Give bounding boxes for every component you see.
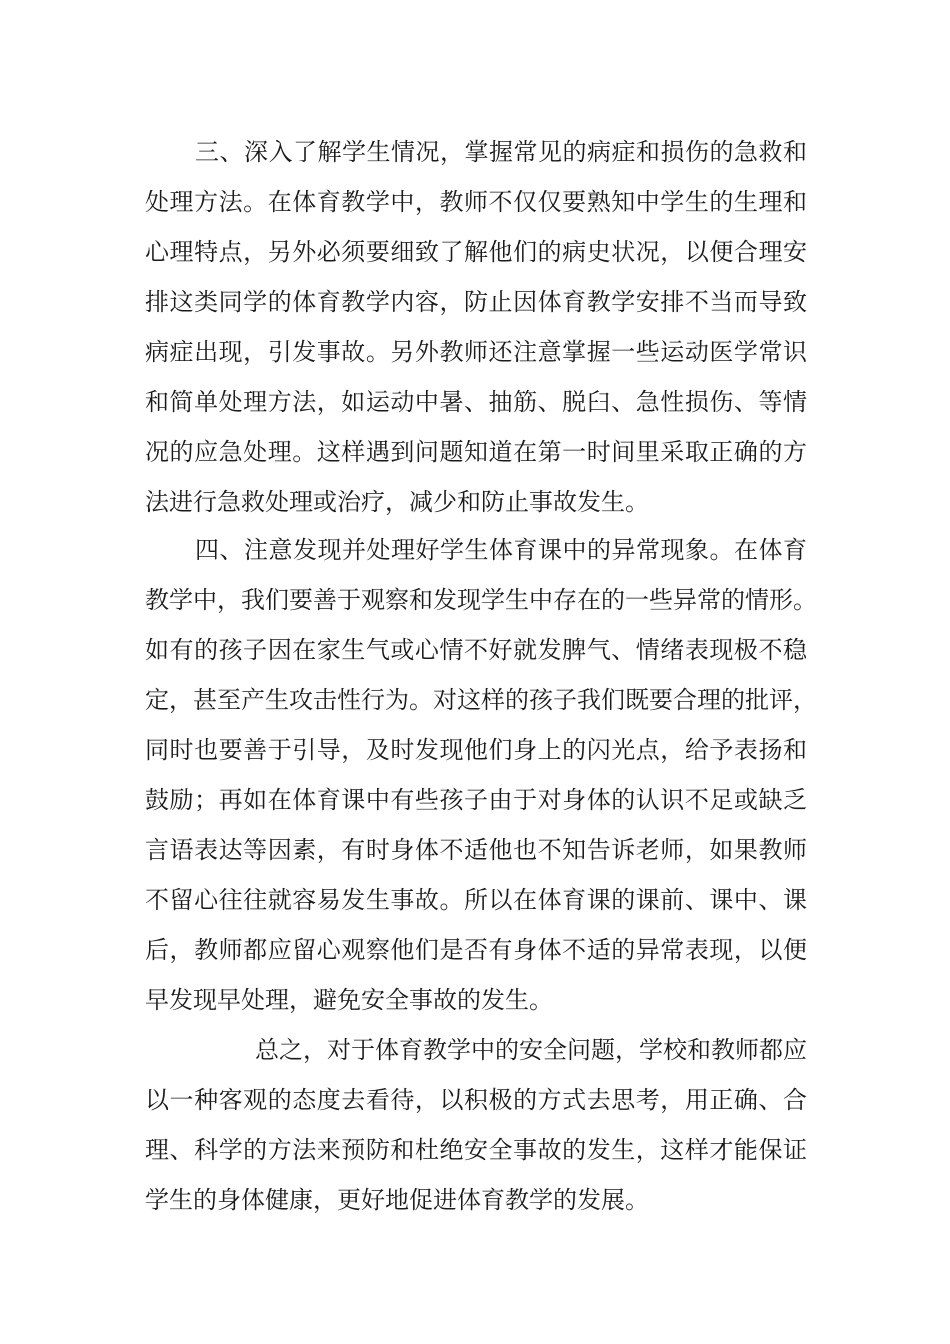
text-line: 言语表达等因素，有时身体不适他也不知告诉老师，如果教师 — [145, 836, 807, 864]
text-line: 如有的孩子因在家生气或心情不好就发脾气、情绪表现极不稳 — [145, 636, 807, 664]
text-line: 四、注意发现并处理好学生体育课中的异常现象。在体育 — [195, 536, 807, 564]
text-line: 教学中，我们要善于观察和发现学生中存在的一些异常的情形。 — [145, 586, 817, 614]
text-line: 总之，对于体育教学中的安全问题，学校和教师都应 — [255, 1036, 807, 1064]
text-line: 处理方法。在体育教学中，教师不仅仅要熟知中学生的生理和 — [145, 188, 807, 216]
text-line: 不留心往往就容易发生事故。所以在体育课的课前、课中、课 — [145, 886, 807, 914]
text-line: 心理特点，另外必须要细致了解他们的病史状况，以便合理安 — [145, 238, 807, 266]
text-line: 早发现早处理，避免安全事故的发生。 — [145, 986, 553, 1014]
text-line: 理、科学的方法来预防和杜绝安全事故的发生，这样才能保证 — [145, 1136, 807, 1164]
text-line: 后，教师都应留心观察他们是否有身体不适的异常表现，以便 — [145, 936, 807, 964]
text-line: 学生的身体健康，更好地促进体育教学的发展。 — [145, 1186, 649, 1214]
text-line: 以一种客观的态度去看待，以积极的方式去思考，用正确、合 — [145, 1086, 807, 1114]
text-line: 法进行急救处理或治疗，减少和防止事故发生。 — [145, 488, 649, 516]
text-line: 鼓励；再如在体育课中有些孩子由于对身体的认识不足或缺乏 — [145, 786, 807, 814]
text-line: 病症出现，引发事故。另外教师还注意掌握一些运动医学常识 — [145, 338, 807, 366]
text-line: 同时也要善于引导，及时发现他们身上的闪光点，给予表扬和 — [145, 736, 807, 764]
text-line: 定，甚至产生攻击性行为。对这样的孩子我们既要合理的批评， — [145, 686, 817, 714]
text-line: 况的应急处理。这样遇到问题知道在第一时间里采取正确的方 — [145, 438, 807, 466]
text-line: 排这类同学的体育教学内容，防止因体育教学安排不当而导致 — [145, 288, 807, 316]
text-line: 三、深入了解学生情况，掌握常见的病症和损伤的急救和 — [195, 138, 807, 166]
text-line: 和简单处理方法，如运动中暑、抽筋、脱臼、急性损伤、等情 — [145, 388, 807, 416]
